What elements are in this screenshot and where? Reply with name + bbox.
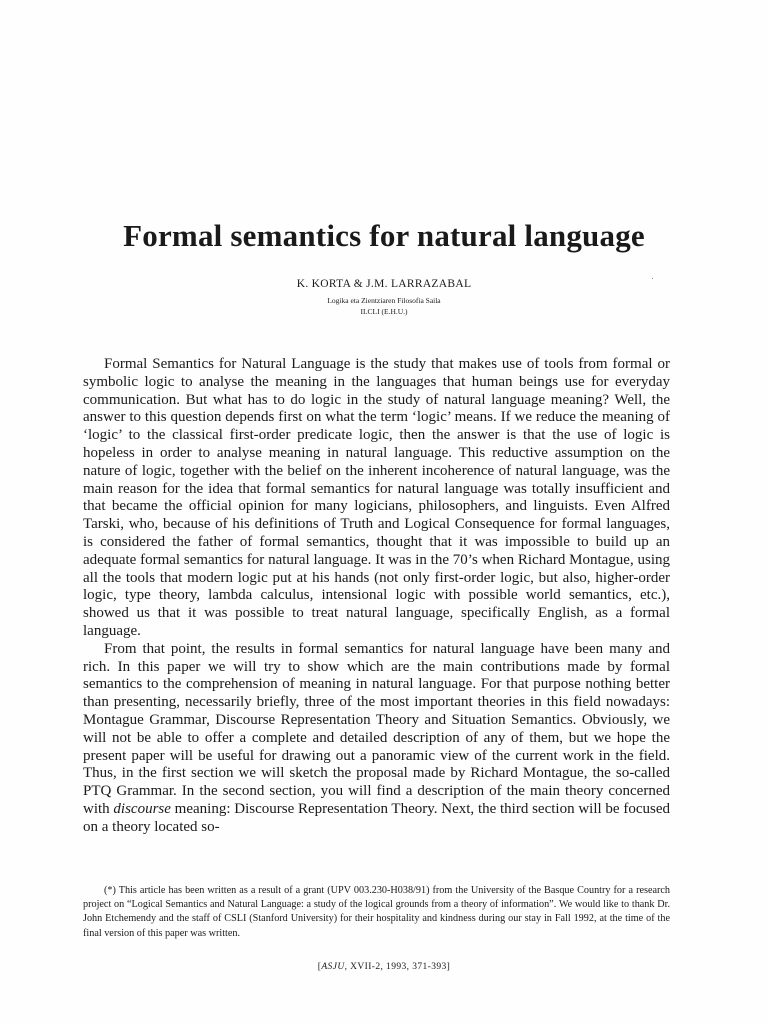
- article-authors: K. KORTA & J.M. LARRAZABAL: [296, 278, 472, 290]
- folio-volume-pages: , XVII-2, 1993, 371-393]: [344, 962, 451, 972]
- article-title: Formal semantics for natural language: [123, 218, 645, 253]
- scan-speck: [652, 278, 653, 279]
- journal-abbreviation: ASJU: [321, 962, 345, 972]
- folio-open-bracket: [: [317, 962, 322, 972]
- emphasized-term: discourse: [113, 800, 171, 817]
- page-folio: [0, 962, 768, 972]
- footnote-text: (*) This article has been written as a result of a grant (UPV 003.230-H038/91) from the University of the Basque Country for a research project on “Logical Semantics and Natural Language: a study of the logical grounds from a theory of information”. We would like to thank Dr. John Etchemendy and the staff of CSLI (Stanford University) for their hospitality and kindness during our stay in Fall 1992, at the time of the final version of this paper was written.: [83, 885, 670, 939]
- article-body: [83, 356, 670, 837]
- paragraph-2-text-end: meaning: Discourse Representation Theory. Next, the third section will be focused on a theory located so-: [83, 800, 670, 835]
- author-affiliation-department: Logika eta Zientziaren Filosofia Saila: [327, 296, 441, 305]
- author-affiliation-institute: ILCLI (E.H.U.): [360, 307, 408, 316]
- footnote: [83, 884, 670, 941]
- paragraph-2-text-start: From that point, the results in formal semantics for natural language have been many and rich. In this paper we will try to show which are the main contributions made by formal semantics to the comprehension of meaning in natural language. For that purpose nothing better than presenting, necessarily briefly, three of the most important theories in this field nowadays: Montague Grammar, Discourse Representation Theory and Situation Semantics. Obviously, we will not be able to offer a complete and detailed description of any of them, but we hope the present paper will be useful for drawing out a panoramic view of the current work in the field. Thus, in the first section we will sketch the proposal made by Richard Montague, the so-called PTQ Grammar. In the second section, you will find a description of the main theory concerned with: [83, 640, 670, 817]
- body-paragraph-2: [83, 641, 670, 837]
- body-paragraph-1: Formal Semantics for Natural Language is the study that makes use of tools from formal or symbolic logic to analyse the meaning in the languages that human beings use for everyday communication. But what has to do logic in the study of natural language meaning? Well, the answer to this question depends first on what the term ‘logic’ means. If we reduce the meaning of ‘logic’ to the classical first-order predicate logic, then the answer is that the use of logic is hopeless in order to analyse meaning in natural language. This reductive assumption on the nature of logic, together with the belief on the inherent incoherence of natural language, was the main reason for the idea that formal semantics for natural language was totally insufficient and that became the official opinion for many logicians, philosophers, and linguists. Even Alfred Tarski, who, because of his definitions of Truth and Logical Consequence for formal languages, is considered the father of formal semantics, thought that it was impossible to build up an adequate formal semantics for natural language. It was in the 70’s when Richard Montague, using all the tools that modern logic put at his hands (not only first-order logic, but also, higher-order logic, type theory, lambda calculus, intensional logic with possible world semantics, etc.), showed us that it was possible to treat natural language, specifically English, as a formal language.: [83, 356, 670, 639]
